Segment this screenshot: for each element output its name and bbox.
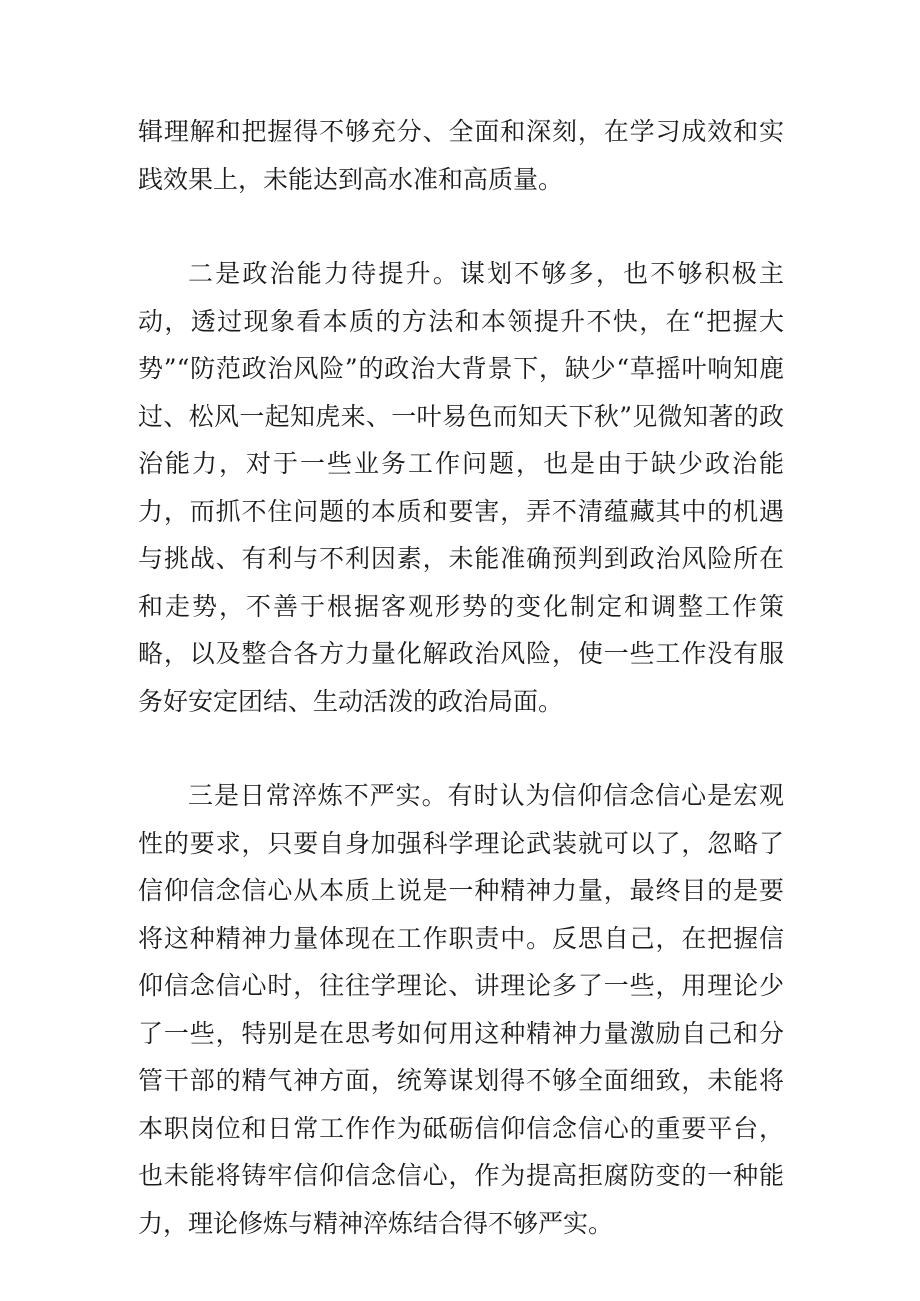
paragraph-continuation: 辑理解和把握得不够充分、全面和深刻，在学习成效和实践效果上，未能达到高水准和高质量。 xyxy=(138,117,784,194)
document-body xyxy=(138,108,784,1247)
paragraph-daily-tempering: 三是日常淬炼不严实。有时认为信仰信念信心是宏观性的要求，只要自身加强科学理论武装就可以了，忽略了信仰信念信心从本质上说是一种精神力量，最终目的是要将这种精神力量体现在工作职责中。反思自己，在把握信仰信念信心时，往往学理论、讲理论多了一些，用理论少了一些，特别是在思考如何用这种精神力量激励自己和分管干部的精气神方面，统筹谋划得不够全面细致，未能将本职岗位和日常工作作为砥砺信仰信念信心的重要平台，也未能将铸牢信仰信念信心，作为提高拒腐防变的一种能力，理论修炼与精神淬炼结合得不够严实。 xyxy=(138,781,784,1238)
paragraph-political-ability: 二是政治能力待提升。谋划不够多，也不够积极主动，透过现象看本质的方法和本领提升不快，在“把握大势”“防范政治风险”的政治大背景下，缺少“草摇叶响知鹿过、松风一起知虎来、一叶易色而知天下秋”见微知著的政治能力，对于一些业务工作问题，也是由于缺少政治能力，而抓不住问题的本质和要害，弄不清蕴藏其中的机遇与挑战、有利与不利因素，未能准确预判到政治风险所在和走势，不善于根据客观形势的变化制定和调整工作策略，以及整合各方力量化解政治风险，使一些工作没有服务好安定团结、生动活泼的政治局面。 xyxy=(138,259,784,716)
